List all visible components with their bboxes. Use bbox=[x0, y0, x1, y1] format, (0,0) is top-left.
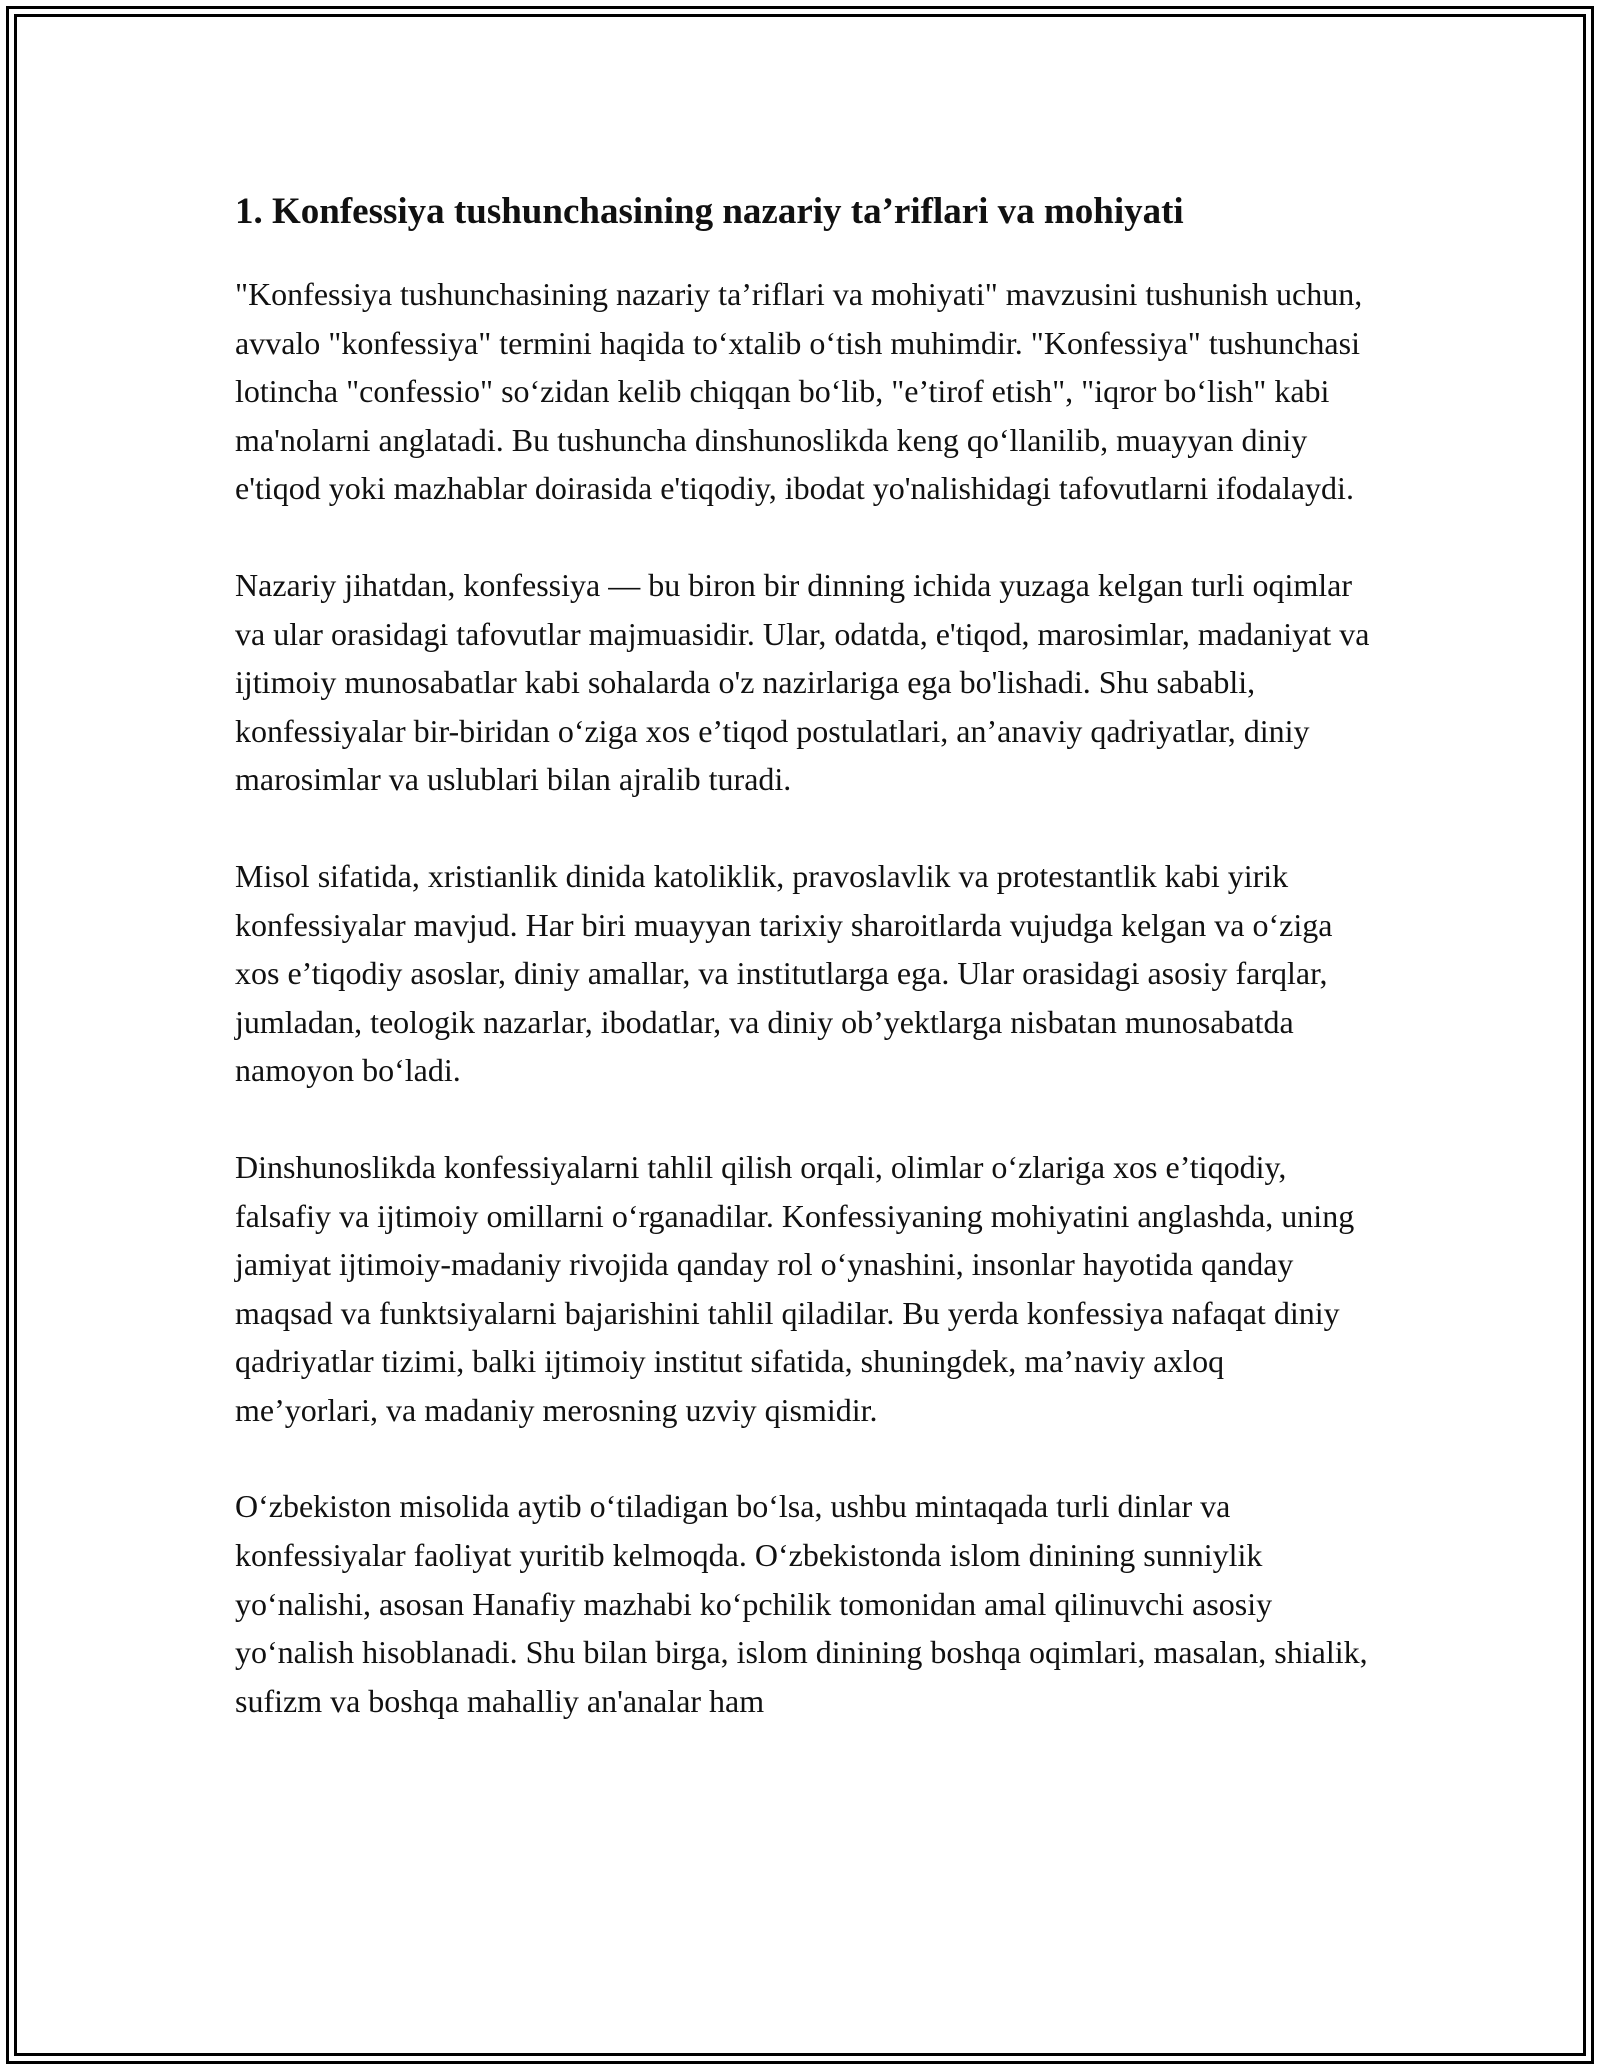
paragraph-3: Misol sifatida, xristianlik dinida katoliklik, pravoslavlik va protestantlik kabi yirik konfessiyalar mavjud. Har biri muayyan tarixiy sharoitlarda vujudga kelgan va o‘ziga xos e’tiqodiy asoslar, diniy amallar, va institutlarga ega. Ular orasidagi asosiy farqlar, jumladan, teologik nazarlar, ibodatlar, va diniy ob’yektlarga nisbatan munosabatda namoyon bo‘ladi. bbox=[235, 857, 1333, 1089]
paragraph-2: Nazariy jihatdan, konfessiya — bu biron bir dinning ichida yuzaga kelgan turli oqimlar va ular orasidagi tafovutlar majmuasidir. Ular, odatda, e'tiqod, marosimlar, madaniyat va ijtimoiy munosabatlar kabi sohalarda o'z nazirlariga ega bo'lishadi. Shu sababli, konfessiyalar bir-biridan o‘ziga xos e’tiqod postulatlari, an’anaviy qadriyatlar, diniy marosimlar va uslublari bilan ajralib turadi. bbox=[235, 566, 1370, 798]
paragraph-4: Dinshunoslikda konfessiyalarni tahlil qilish orqali, olimlar o‘zlariga xos e’tiqodiy, falsafiy va ijtimoiy omillarni o‘rganadilar. Konfessiyaning mohiyatini anglashda, uning jamiyat ijtimoiy-madaniy rivojida qanday rol o‘ynashini, insonlar hayotida qanday maqsad va funktsiyalarni bajarishini tahlil qiladilar. Bu yerda konfessiya nafaqat diniy qadriyatlar tizimi, balki ijtimoiy institut sifatida, shuningdek, ma’naviy axloq me’yorlari, va madaniy merosning uzviy qismidir. bbox=[235, 1148, 1355, 1428]
paragraph-1: "Konfessiya tushunchasining nazariy ta’riflari va mohiyati" mavzusini tushunish uchun, avvalo "konfessiya" termini haqida to‘xtalib o‘tish muhimdir. "Konfessiya" tushunchasi lotincha "confessio" so‘zidan kelib chiqqan bo‘lib, "e’tirof etish", "iqror bo‘lish" kabi ma'nolarni anglatadi. Bu tushuncha dinshunoslikda keng qo‘llanilib, muayyan diniy e'tiqod yoki mazhablar doirasida e'tiqodiy, ibodat yo'nalishidagi tafovutlarni ifodalaydi. bbox=[235, 276, 1363, 507]
paragraph-5: O‘zbekiston misolida aytib o‘tiladigan bo‘lsa, ushbu mintaqada turli dinlar va konfessiyalar faoliyat yuritib kelmoqda. O‘zbekistonda islom dinining sunniylik yo‘nalishi, asosan Hanafiy mazhabi ko‘pchilik tomonidan amal qilinuvchi asosiy yo‘nalish hisoblanadi. Shu bilan birga, islom dinining boshqa oqimlari, masalan, shialik, sufizm va boshqa mahalliy an'analar ham bbox=[235, 1488, 1368, 1719]
section-heading: 1. Konfessiya tushunchasining nazariy ta’riflari va mohiyati bbox=[235, 191, 1184, 232]
document-body bbox=[235, 188, 1375, 1773]
